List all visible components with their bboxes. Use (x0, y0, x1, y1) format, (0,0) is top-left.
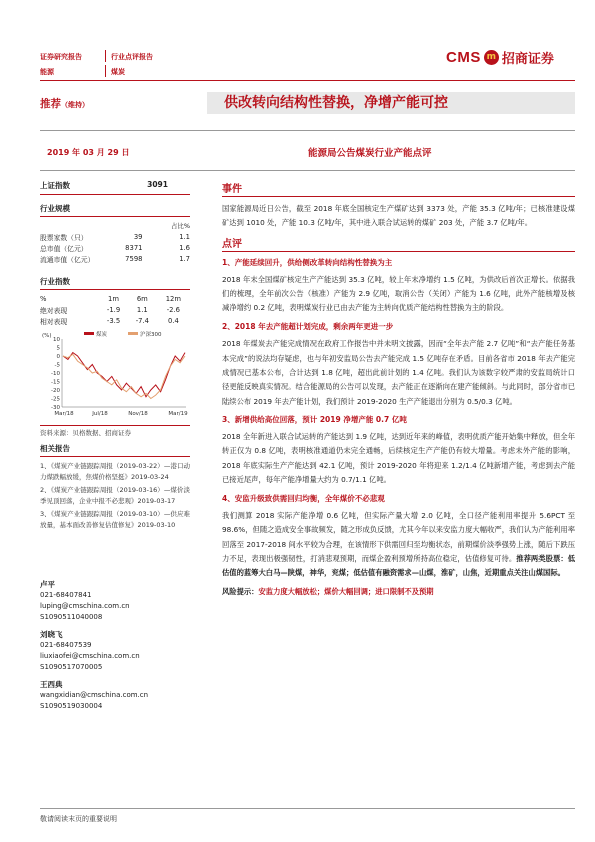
analyst-email[interactable]: liuxiaofei@cmschina.com.cn (40, 652, 140, 660)
perf-value: -7.4 (135, 316, 149, 325)
legend-label: 煤炭 (96, 332, 108, 338)
analyst-name: 王西典 (40, 680, 63, 689)
section-2-text: 2018 年煤炭去产能完成情况在政府工作报告中并未明文披露，因而“全年去产能 2.7 亿吨”和“去产能任务基本完成”的说法均存疑虑，也与年初安监局公告去产能完成 1.5 亿吨存在矛盾。目前各省市 2018 年去产能完成情况已基本公布，合计达到 1.8 亿吨，超出此前计划的 1.4 亿吨。我们认为该数字较严肃的安监局统计口径更能反映真实情况。结合能源局的公告可以发现，去产能正在逐渐向在建产能倾斜。与此同时，部分省市已陆续公布 2019 年去产能计划，我们预计 2019-2020 生产产能退出分别为 0.5/0.3 亿吨。 (222, 339, 575, 406)
rating-qualifier: （维持） (61, 101, 89, 109)
analyst-block (40, 679, 190, 712)
logo-cms-text: CMS (446, 49, 481, 66)
x-tick-label: Jul/18 (92, 411, 108, 417)
perf-row-name: 相对表现 (40, 317, 68, 326)
subtitle-rule (40, 170, 575, 171)
section-3-title: 3、新增供给高位回落，预计 2019 净增产能 0.7 亿吨 (222, 414, 407, 424)
scale-row-value: 8371 (125, 243, 143, 252)
x-tick-label: Mar/19 (168, 411, 188, 417)
scale-row-pct: 1.6 (179, 243, 190, 252)
header-sector: 能源 (40, 68, 54, 76)
risk-label: 风险提示： (222, 586, 259, 596)
section-4-title: 4、安监升级致供需回归均衡，全年煤价不必悲观 (222, 494, 385, 504)
performance-heading: 行业指数 (40, 276, 190, 290)
event-heading: 事件 (222, 180, 575, 197)
header-divider-2 (105, 65, 106, 77)
rating (40, 96, 89, 111)
legend-swatch (84, 332, 94, 335)
x-tick-label: Nov/18 (128, 411, 148, 417)
section-4-body: 我们测算 2018 实际产能净增 0.6 亿吨，但实际产量大增 2.0 亿吨，全口径产能利用率提升 5.6PCT 至 98.6%，但随之造成安全事故频发，随之形成负反馈，尤其今年以来安监力度大幅收严，我们认为产能利用率回落至 2017-2018 间水平较为合理，在该情形下供需回归至均衡状态，前期煤价淡季强势上涨，随后下跌压力不足，表现出极强韧性，打消悲观预期，而煤企盈利预增所持高位稳定，估值修复可待。 (222, 511, 575, 564)
y-tick-label: -30 (51, 405, 60, 411)
scale-row-name: 流通市值（亿元） (40, 255, 95, 264)
event-text: 国家能源局近日公告，截至 2018 年底全国核定生产煤矿达到 3373 处，产能 35.3 亿吨/年；已核准建设煤矿达到 1010 处，产能 10.3 亿吨/年，其中进入联合试运转的煤矿 203 处，产能 3.7 亿吨/年。 (222, 204, 575, 228)
analyst-license: S1090519030004 (40, 702, 103, 710)
y-tick-label: -10 (51, 371, 60, 377)
analyst-phone: 021-68407841 (40, 591, 92, 599)
chart-source: 资料来源：贝格数据、招商证券 (40, 425, 190, 437)
performance-table (40, 293, 190, 326)
analyst-block (40, 629, 190, 673)
y-tick-label: -15 (51, 379, 60, 386)
analyst-email[interactable]: luping@cmschina.com.cn (40, 602, 130, 610)
analyst-name: 卢平 (40, 580, 55, 589)
section-1-text: 2018 年末全国煤矿核定生产产能达到 35.3 亿吨，较上年末净增约 1.5 亿吨，为供改后首次正增长。依据我们的梳理，全年前次公告（核准）产能为 2.9 亿吨，取消公告（关闭）产能为 1.6 亿吨，此外产能核增及核减净增约 0.2 亿吨，表明煤炭行业已由去产能为主转向优质产能结构性替换为主的阶段。 (222, 274, 575, 313)
x-tick-label: Mar/18 (54, 411, 74, 417)
y-tick-label: -25 (51, 396, 60, 403)
comment-heading: 点评 (222, 235, 575, 252)
rating-label: 推荐 (40, 98, 61, 110)
perf-col-header: 1m (108, 294, 119, 303)
legend-label: 沪深300 (140, 332, 162, 338)
perf-col-header: 12m (165, 294, 182, 303)
perf-col-header: % (40, 294, 47, 303)
y-tick-label: -20 (51, 388, 60, 394)
perf-value: 0.4 (167, 316, 179, 325)
main-body (222, 180, 575, 599)
y-tick-label: -5 (54, 362, 60, 369)
scale-row-name: 股票家数（只） (40, 233, 88, 242)
perf-value: -3.5 (106, 316, 121, 325)
related-list (40, 461, 190, 531)
scale-table (40, 220, 190, 264)
header-report-type: 证券研究报告 (40, 53, 82, 61)
analyst-license: S1090517070005 (40, 663, 103, 671)
report-date: 2019 年 03 月 29 日 (47, 148, 130, 157)
scale-row-name: 总市值（亿元） (40, 244, 88, 253)
table-row (40, 231, 190, 242)
cms-logo (446, 48, 554, 67)
related-heading: 相关报告 (40, 443, 190, 457)
header-report-category: 行业点评报告 (111, 53, 153, 61)
page-title: 供改转向结构性替换，净增产能可控 (224, 95, 448, 111)
header-divider-1 (105, 50, 106, 62)
y-tick-label: 10 (53, 337, 60, 343)
analyst-email[interactable]: wangxidian@cmschina.com.cn (40, 691, 149, 699)
section-4-recommendation: 推荐两类股票：低估值的蓝筹大白马—陕煤，神华，兖煤；低估值有融资需求—山煤，淮矿，山焦，近期重点关注山煤国际。 (222, 554, 576, 578)
scale-row-value: 39 (133, 232, 143, 241)
scale-row-value: 7598 (125, 254, 143, 263)
chart-unit-label: (%) (42, 333, 52, 339)
analyst-phone: 021-68407539 (40, 641, 92, 649)
table-row (40, 304, 190, 315)
list-item[interactable]: 3、《煤炭产业链跟踪周报（2019-03-10）—供应难放量，基本面改善修复估值修复》2019-03-10 (40, 510, 190, 529)
analysts (40, 579, 190, 712)
scale-heading: 行业规模 (40, 203, 190, 217)
list-item[interactable]: 1、《煤炭产业链跟踪周报（2019-03-22）—港口动力煤跌幅放缓，焦煤价格坚挺》2019-03-24 (40, 462, 190, 481)
footer-disclaimer[interactable]: 敬请阅读末页的重要说明 (40, 815, 117, 823)
index-value: 3091 (147, 180, 168, 189)
logo-cn-text: 招商证券 (501, 52, 554, 67)
table-row (40, 253, 190, 264)
index-label: 上证指数 (40, 181, 70, 190)
header-subsector: 煤炭 (111, 68, 125, 76)
legend-swatch (128, 332, 138, 335)
section-2-title: 2、2018 年去产能超计划完成，剩余两年更进一步 (222, 322, 394, 332)
y-tick-label: 0 (56, 354, 60, 360)
title-rule (40, 130, 575, 131)
report-subtitle: 能源局公告煤炭行业产能点评 (308, 148, 432, 159)
header-rule (40, 80, 575, 81)
perf-value: -2.6 (166, 305, 180, 314)
perf-value: 1.1 (136, 305, 148, 314)
section-3-text: 2018 全年新进入联合试运转的产能达到 1.9 亿吨，达到近年来的峰值，表明优质产能开始集中释放，但全年转正仅为 0.8 亿吨，表明核准通道仍未完全通畅，后续核定生产产能仍有较大增量。考虑未外产能的影响，2018 年底实际生产产能达到 42.1 亿吨，预计 2019-2020 年将迎来 1.2/1.4 亿吨新增产能，考虑到去产能已接近尾声，每年产能净增量大约为 0.7/1.1 亿吨。 (222, 431, 575, 484)
table-row (40, 242, 190, 253)
section-1-title: 1、产能延续回升，供给侧改革转向结构性替换为主 (222, 257, 393, 267)
footer-rule (40, 808, 575, 809)
analyst-block (40, 579, 190, 623)
scale-row-pct: 1.7 (179, 254, 190, 263)
risk-warning (222, 585, 575, 599)
performance-chart (40, 329, 190, 421)
table-row (40, 315, 190, 326)
logo-emblem-icon: m (484, 50, 499, 65)
y-tick-label: 5 (56, 345, 60, 352)
section-4-text (222, 509, 575, 580)
scale-col-header: 占比% (170, 222, 190, 230)
analyst-license: S1090511040008 (40, 613, 103, 621)
perf-col-header: 6m (136, 294, 148, 303)
scale-row-pct: 1.1 (179, 232, 190, 241)
perf-value: -1.9 (106, 305, 121, 314)
analyst-name: 刘晓飞 (40, 630, 63, 639)
perf-row-name: 绝对表现 (40, 306, 68, 315)
list-item[interactable]: 2、《煤炭产业链跟踪周报（2019-03-16）—煤价淡季见顶回落，企业中报不必悲观》2019-03-17 (40, 486, 190, 505)
left-column (40, 180, 190, 712)
risk-text: 安监力度大幅放松；煤价大幅回调；进口限制不及预期 (258, 586, 434, 596)
